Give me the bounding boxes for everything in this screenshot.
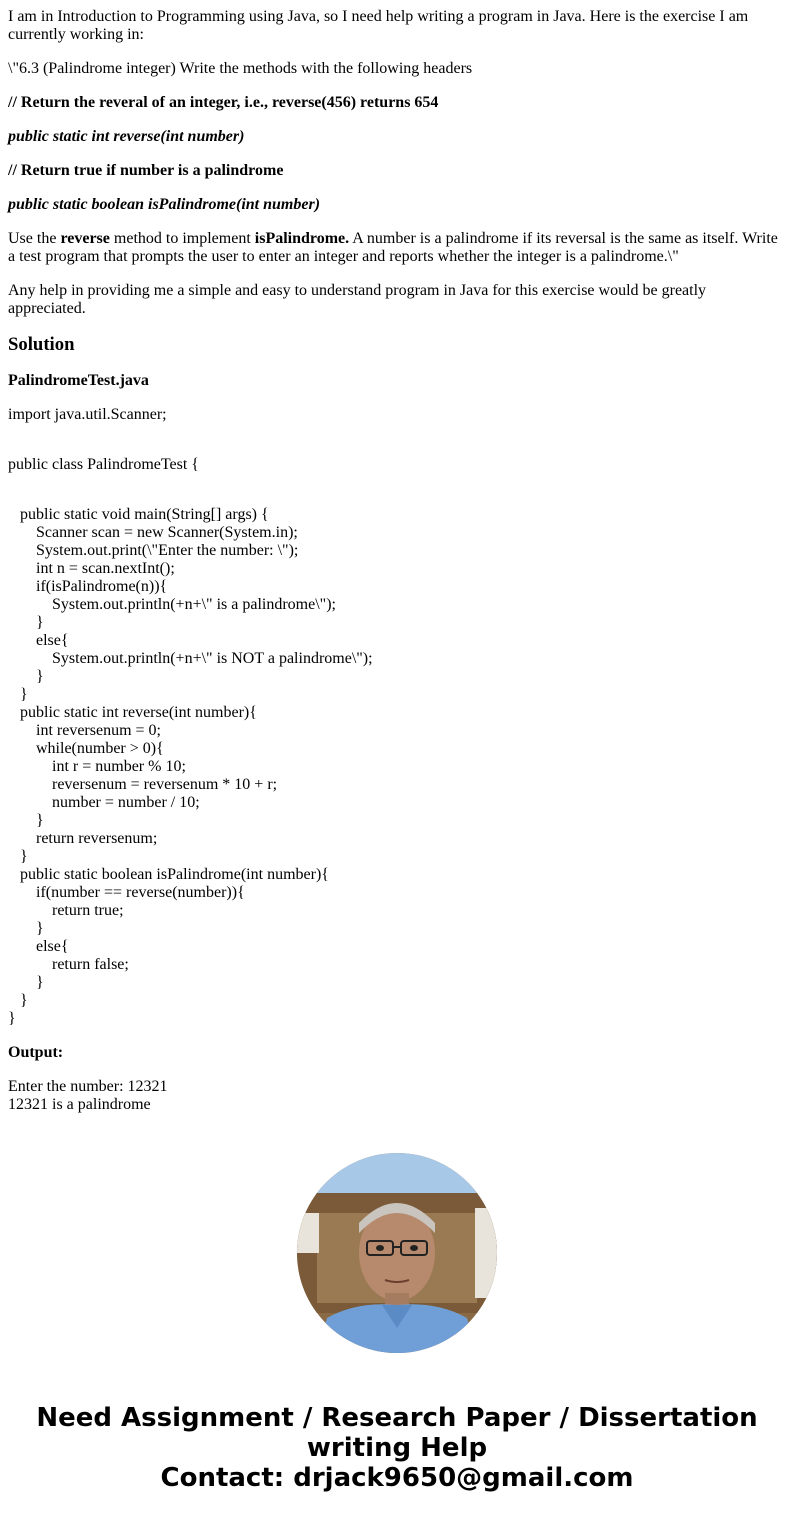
code-line: System.out.println(+n+\" is a palindrome\"); [8,596,336,613]
code-line: } [8,668,44,685]
code-line: } [8,812,44,829]
code-line: int reversenum = 0; [8,722,161,739]
code-line: public static int reverse(int number){ [8,704,257,721]
code-line: return true; [8,902,124,919]
code-line: System.out.print(\"Enter the number: \"); [8,542,299,559]
code-line: return reversenum; [8,830,158,847]
code-line: } [8,1010,16,1027]
article-content [8,8,784,1114]
banner-line-2: writing Help [306,1433,488,1463]
usage-text-pre: Use the [8,230,61,247]
exercise-statement: \"6.3 (Palindrome integer) Write the methods with the following headers [8,60,473,77]
code-line: int n = scan.nextInt(); [8,560,175,577]
code-line: if(isPalindrome(n)){ [8,578,168,595]
banner-line-1: Need Assignment / Research Paper / Dissertation [36,1403,758,1433]
code-line: } [8,686,28,703]
banner-contact-line: Contact: drjack9650@gmail.com [160,1463,634,1493]
contact-banner [0,1403,794,1493]
code-line: return false; [8,956,129,973]
code-block [8,506,784,1028]
code-line: } [8,992,28,1009]
author-photo [297,1153,497,1353]
output-line-1: Enter the number: 12321 [8,1078,168,1095]
author-portrait-image [297,1153,497,1353]
usage-paragraph [8,230,784,266]
code-line: } [8,614,44,631]
code-line: public static void main(String[] args) { [8,506,269,523]
code-line: else{ [8,632,69,649]
comment-reverse: // Return the reveral of an integer, i.e., reverse(456) returns 654 [8,94,439,111]
help-request: Any help in providing me a simple and easy to understand program in Java for this exercise would be greatly appreciated. [8,282,707,317]
code-line: public static boolean isPalindrome(int number){ [8,866,329,883]
code-line: } [8,974,44,991]
code-line: Scanner scan = new Scanner(System.in); [8,524,298,541]
usage-reverse-keyword: reverse [60,230,110,247]
method-header-ispalindrome: public static boolean isPalindrome(int number) [8,196,321,213]
code-line: if(number == reverse(number)){ [8,884,245,901]
usage-ispalindrome-keyword: isPalindrome. [254,230,350,247]
output-line-2: 12321 is a palindrome [8,1096,151,1113]
code-line: reversenum = reversenum * 10 + r; [8,776,278,793]
solution-filename: PalindromeTest.java [8,372,149,389]
usage-text-mid: method to implement [109,230,255,247]
code-line: else{ [8,938,69,955]
code-line: number = number / 10; [8,794,200,811]
comment-palindrome: // Return true if number is a palindrome [8,162,284,179]
method-header-reverse: public static int reverse(int number) [8,128,245,145]
solution-heading: Solution [8,334,75,355]
code-class-line: public class PalindromeTest { [8,456,199,473]
code-import-line: import java.util.Scanner; [8,406,167,423]
code-line: int r = number % 10; [8,758,186,775]
code-line: while(number > 0){ [8,740,164,757]
usage-text-post: A number is a palindrome if its reversal is the same as itself. Write a test program that prompts the user to enter an integer and reports whether the integer is a palindrome.\" [8,230,778,265]
code-line: System.out.println(+n+\" is NOT a palindrome\"); [8,650,373,667]
question-intro: I am in Introduction to Programming using Java, so I need help writing a program in Java. Here is the exercise I am currently working in: [8,8,749,43]
code-line: } [8,848,28,865]
code-line: } [8,920,44,937]
output-label: Output: [8,1044,64,1061]
